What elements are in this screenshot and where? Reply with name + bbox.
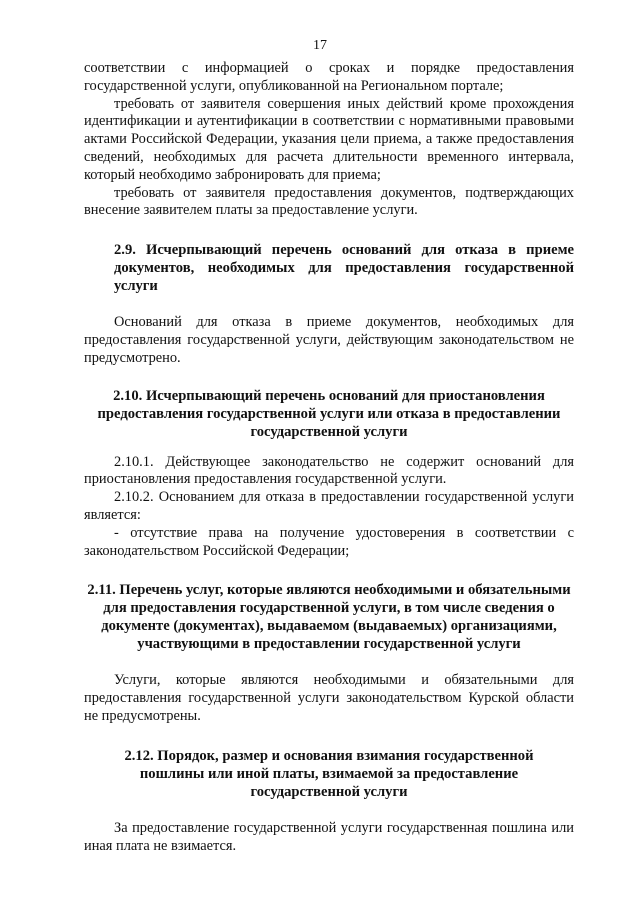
section-2-9-text: Оснований для отказа в приеме документов, необходимых для предоставления государственной услуги, действующим законодательством не предусмотрено.: [84, 314, 574, 366]
paragraph-payment: требовать от заявителя предоставления документов, подтверждающих внесение заявителем платы за предоставление услуги.: [84, 184, 574, 219]
section-2-10-p1: 2.10.1. Действующее законодательство не содержит оснований для приостановления предоставления государственной услуги.: [84, 453, 574, 488]
section-2-10-p3: - отсутствие права на получение удостоверения в соответствии с законодательством Российской Федерации;: [84, 524, 574, 559]
section-2-11-heading: 2.11. Перечень услуг, которые являются необходимыми и обязательными для предоставления государственной услуги, в том числе сведения о документе (документах), выдаваемом (выдаваемых) организациями, участвующими в предоставлении государственной услуги: [87, 582, 571, 653]
section-2-12-heading: 2.12. Порядок, размер и основания взимания государственной пошлины или иной платы, взимаемой за предоставление государственной услуги: [124, 747, 534, 800]
section-2-10-p2: 2.10.2. Основанием для отказа в предоставлении государственной услуги является:: [84, 489, 574, 523]
section-2-10-heading: 2.10. Исчерпывающий перечень оснований для приостановления предоставления государственной услуги или отказа в предоставлении государственной услуги: [97, 387, 561, 440]
page-number: 17: [313, 38, 327, 53]
paragraph-identification: требовать от заявителя совершения иных действий кроме прохождения идентификации и аутентификации в соответствии с нормативными правовыми актами Российской Федерации, указания цели приема, а также предоставления сведений, необходимых для расчета длительности временного интервала, который необходимо забронировать для приема;: [84, 95, 574, 183]
section-2-9-heading: 2.9. Исчерпывающий перечень оснований для отказа в приеме документов, необходимых для предоставления государственной услуги: [114, 242, 574, 295]
section-2-11-text: Услуги, которые являются необходимыми и обязательными для предоставления государственной услуги законодательством Курской области не предусмотрены.: [84, 672, 574, 724]
section-2-12-text: За предоставление государственной услуги государственная пошлина или иная плата не взимается.: [84, 819, 574, 854]
page-content: [84, 60, 574, 855]
paragraph-continuation: соответствии с информацией о сроках и порядке предоставления государственной услуги, опубликованной на Региональном портале;: [84, 60, 574, 94]
